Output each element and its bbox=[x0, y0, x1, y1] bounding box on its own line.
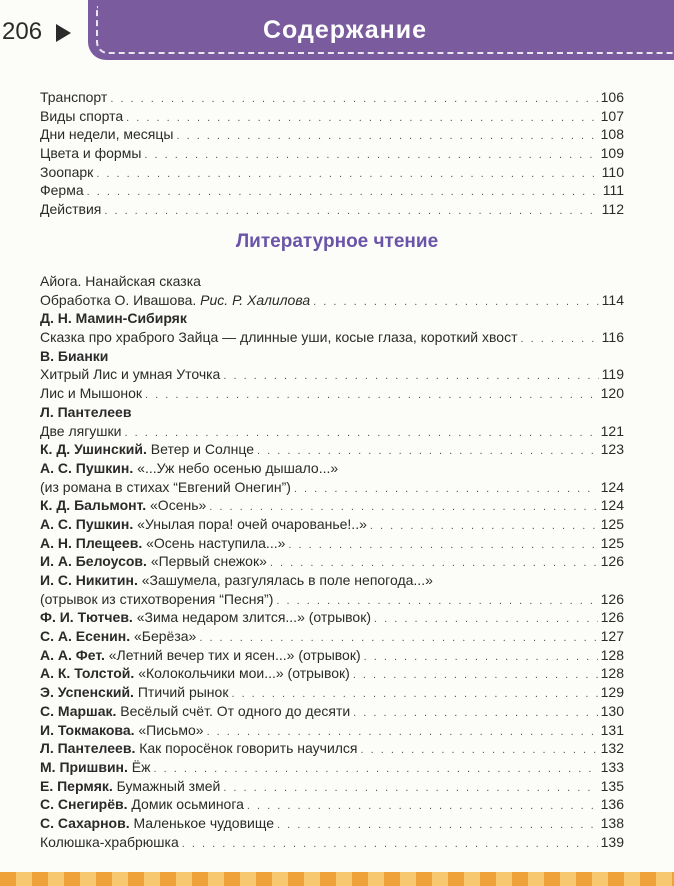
toc-entry bbox=[40, 534, 624, 553]
toc-entry bbox=[40, 272, 624, 291]
toc-entry bbox=[40, 347, 624, 366]
toc-leader-dots bbox=[87, 183, 600, 202]
toc-entry-page: 138 bbox=[600, 814, 624, 831]
toc-entry-author: А. С. Пушкин. bbox=[40, 459, 134, 476]
toc-entry-text bbox=[40, 590, 273, 609]
toc-entry-title: «Зима недаром злится...» (отрывок) bbox=[132, 609, 372, 626]
toc-entry-text bbox=[40, 365, 220, 384]
toc-entry bbox=[40, 777, 624, 796]
toc-entry-title: Сказка про храброго Зайца — длинные уши, косые глаза, короткий хвост bbox=[40, 329, 518, 346]
toc-entry-title: «Берёза» bbox=[130, 628, 197, 645]
toc-entry-text bbox=[40, 422, 121, 441]
toc-entry-author: И. Токмакова. bbox=[40, 721, 135, 738]
toc-entry-text bbox=[40, 758, 151, 777]
toc-entry-author: А. К. Толстой. bbox=[40, 665, 135, 682]
toc-entry-title: Домик осьминога bbox=[127, 796, 244, 813]
toc-entry-title: Транспорт bbox=[40, 89, 108, 105]
toc-entry-page: 124 bbox=[600, 478, 624, 495]
toc-entry-text bbox=[40, 272, 201, 291]
toc-leader-dots bbox=[126, 109, 597, 128]
toc-entry-text bbox=[40, 478, 291, 497]
toc-entry-author: А. С. Пушкин. bbox=[40, 515, 134, 532]
toc-entry-text bbox=[40, 534, 285, 553]
toc-entry-page: 108 bbox=[600, 126, 624, 143]
page-header bbox=[0, 0, 674, 60]
toc-entry bbox=[40, 422, 624, 441]
toc-entry-author: М. Пришвин. bbox=[40, 758, 128, 775]
toc-entry-author: К. Д. Бальмонт. bbox=[40, 497, 147, 514]
toc-entry-page: 135 bbox=[600, 777, 624, 794]
toc-entry bbox=[40, 721, 624, 740]
toc-entry-page: 131 bbox=[600, 721, 624, 738]
toc-entry-text bbox=[40, 496, 206, 515]
toc-entry-title: Виды спорта bbox=[40, 107, 124, 124]
toc-literature-list bbox=[40, 272, 624, 851]
toc-entry-title: Дни недели, месяцы bbox=[40, 126, 174, 143]
toc-entry-text bbox=[40, 702, 350, 721]
toc-leader-dots bbox=[374, 610, 598, 629]
toc-entry-page: 116 bbox=[601, 329, 624, 346]
toc-entry bbox=[40, 459, 624, 478]
toc-entry-title: Колюшка-храбрюшка bbox=[40, 833, 179, 850]
toc-entry bbox=[40, 758, 624, 777]
toc-entry bbox=[40, 664, 624, 683]
toc-entry-author: Д. Н. Мамин-Сибиряк bbox=[40, 310, 187, 327]
toc-entry-text bbox=[40, 552, 267, 571]
toc-entry bbox=[40, 683, 624, 702]
toc-entry-text bbox=[40, 347, 108, 366]
toc-entry-text bbox=[40, 309, 187, 328]
toc-entry-page: 124 bbox=[600, 497, 624, 514]
toc-entry-title: Зоопарк bbox=[40, 163, 94, 180]
toc-entry-text bbox=[40, 144, 141, 163]
toc-entry-text bbox=[40, 459, 338, 478]
toc-entry bbox=[40, 309, 624, 328]
toc-entry-text bbox=[40, 795, 244, 814]
toc-entry bbox=[40, 403, 624, 422]
toc-entry-text bbox=[40, 814, 274, 833]
toc-entry-text bbox=[40, 107, 123, 126]
toc-entry-author: Ф. И. Тютчев. bbox=[40, 609, 133, 626]
toc-entry-title: Весёлый счёт. От одного до десяти bbox=[116, 702, 351, 719]
toc-entry bbox=[40, 384, 624, 403]
toc-entry-page: 127 bbox=[600, 628, 624, 645]
toc-entry-page: 128 bbox=[600, 665, 624, 682]
toc-entry-page: 109 bbox=[600, 145, 624, 162]
toc-entry-page: 106 bbox=[600, 89, 624, 105]
toc-entry-text bbox=[40, 721, 204, 740]
toc-leader-dots bbox=[144, 146, 597, 165]
toc-entry-title: «Осень наступила...» bbox=[142, 534, 286, 551]
toc-entry-author: Е. Пермяк. bbox=[40, 777, 113, 794]
toc-leader-dots bbox=[176, 127, 597, 146]
toc-entry-page: 125 bbox=[600, 515, 624, 532]
toc-entry-author: С. Снегирёв. bbox=[40, 796, 128, 813]
toc-leader-dots bbox=[361, 741, 598, 760]
toc-entry-page: 125 bbox=[600, 534, 624, 551]
toc-entry bbox=[40, 144, 624, 163]
toc-entry-page: 129 bbox=[600, 684, 624, 701]
toc-leader-dots bbox=[96, 165, 598, 184]
toc-entry-title: (отрывок из стихотворения “Песня”) bbox=[40, 590, 274, 607]
toc-entry-page: 132 bbox=[600, 740, 624, 757]
page-title: Содержание bbox=[262, 16, 428, 44]
toc-entry-title: Ферма bbox=[40, 182, 84, 199]
section-title: Литературное чтение bbox=[235, 231, 439, 252]
toc-entry bbox=[40, 515, 624, 534]
toc-entry bbox=[40, 163, 624, 182]
toc-entry-title: Как поросёнок говорить научился bbox=[135, 740, 358, 757]
toc-entry-text bbox=[40, 125, 173, 144]
toc-entry-title: Бумажный змей bbox=[112, 777, 221, 794]
toc-entry-illustrator: Рис. Р. Халилова bbox=[200, 291, 311, 308]
toc-entry bbox=[40, 496, 624, 515]
toc-entry-text bbox=[40, 181, 84, 200]
toc-entry-text bbox=[40, 664, 350, 683]
toc-entry-page: 114 bbox=[601, 291, 624, 308]
toc-leader-dots bbox=[364, 648, 598, 667]
toc-entry-text bbox=[40, 515, 367, 534]
toc-entry-text bbox=[40, 328, 517, 347]
toc-entry-text bbox=[40, 833, 179, 852]
toc-entry-text bbox=[40, 608, 371, 627]
toc-entry bbox=[40, 795, 624, 814]
toc-leader-dots bbox=[277, 816, 598, 835]
toc-entry bbox=[40, 646, 624, 665]
toc-entry-page: 130 bbox=[600, 702, 624, 719]
toc-entry-title: «Письмо» bbox=[134, 721, 204, 738]
toc-entry-text bbox=[40, 200, 101, 219]
toc-leader-dots bbox=[370, 517, 598, 536]
toc-entry-title: Ёж bbox=[127, 758, 151, 775]
toc-entry-text bbox=[40, 384, 142, 403]
toc-entry-page: 128 bbox=[600, 646, 624, 663]
toc-entry-title: «Осень» bbox=[146, 497, 207, 514]
toc-entry-title: Лис и Мышонок bbox=[40, 385, 142, 402]
toc-entry-text bbox=[40, 571, 433, 590]
toc-entry-title: «Зашумела, разгулялась в поле непогода...» bbox=[137, 572, 433, 588]
toc-entry bbox=[40, 702, 624, 721]
toc-leader-dots bbox=[313, 293, 599, 312]
toc-entry-page: 111 bbox=[602, 182, 624, 199]
toc-entry-text bbox=[40, 646, 361, 665]
toc-leader-dots bbox=[294, 480, 598, 499]
toc-leader-dots bbox=[288, 536, 597, 555]
toc-entry-page: 126 bbox=[600, 553, 624, 570]
toc-entry-page: 133 bbox=[600, 758, 624, 775]
toc-entry-title: Две лягушки bbox=[40, 422, 122, 439]
toc-entry-author: Л. Пантелеев bbox=[40, 403, 132, 420]
toc-entry-author: А. Н. Плещеев. bbox=[40, 534, 143, 551]
toc-leader-dots bbox=[353, 666, 598, 685]
toc-entry-title: Действия bbox=[40, 201, 102, 218]
toc-entry-author: С. А. Есенин. bbox=[40, 628, 131, 645]
toc-entry bbox=[40, 291, 624, 310]
toc-entry bbox=[40, 571, 624, 590]
toc-entry bbox=[40, 833, 624, 852]
toc-entry bbox=[40, 200, 624, 219]
toc-entry bbox=[40, 88, 624, 107]
toc-entry-title: «Унылая пора! очей очарованье!..» bbox=[133, 515, 367, 532]
title-banner bbox=[88, 0, 674, 60]
toc-leader-dots bbox=[182, 835, 598, 854]
page-number: 206 bbox=[2, 18, 43, 45]
toc-entry-page: 107 bbox=[600, 107, 624, 124]
toc-entry bbox=[40, 814, 624, 833]
toc-leader-dots bbox=[223, 779, 597, 798]
toc-entry bbox=[40, 365, 624, 384]
toc-entry-title: Айога. Нанайская сказка bbox=[40, 273, 201, 289]
toc-entry-author: И. А. Белоусов. bbox=[40, 553, 147, 570]
toc-entry-title: «Колокольчики мои...» (отрывок) bbox=[134, 665, 350, 682]
toc-entry-page: 123 bbox=[600, 441, 624, 458]
toc-entry-author: К. Д. Ушинский. bbox=[40, 441, 147, 458]
toc-entry-title: (из романа в стихах “Евгений Онегин”) bbox=[40, 478, 291, 495]
toc-entry-title: Маленькое чудовище bbox=[129, 814, 275, 831]
toc-entry-text bbox=[40, 403, 131, 422]
toc-entry bbox=[40, 590, 624, 609]
toc-top-list bbox=[40, 88, 624, 219]
toc-leader-dots bbox=[104, 202, 598, 221]
toc-entry-title: Ветер и Солнце bbox=[146, 441, 255, 458]
toc-entry bbox=[40, 328, 624, 347]
toc-entry-title: «Летний вечер тих и ясен...» (отрывок) bbox=[104, 646, 361, 663]
toc-leader-dots bbox=[223, 367, 598, 386]
toc-leader-dots bbox=[520, 330, 598, 349]
toc-entry-text bbox=[40, 291, 310, 310]
toc-entry-author: Э. Успенский. bbox=[40, 684, 134, 701]
toc-entry-text bbox=[40, 627, 196, 646]
toc-entry-title: «Первый снежок» bbox=[146, 553, 267, 570]
toc-entry-text bbox=[40, 163, 93, 182]
toc-leader-dots bbox=[247, 797, 598, 816]
toc-leader-dots bbox=[110, 90, 597, 109]
toc-entry-title: Цвета и формы bbox=[40, 145, 142, 162]
toc-entry-page: 110 bbox=[601, 163, 624, 180]
toc-entry-page: 119 bbox=[601, 366, 624, 383]
toc-entry-page: 139 bbox=[600, 833, 624, 850]
toc-entry bbox=[40, 107, 624, 126]
toc-entry-text bbox=[40, 777, 220, 796]
arrow-right-icon bbox=[56, 24, 71, 42]
toc-entry bbox=[40, 627, 624, 646]
toc-entry bbox=[40, 181, 624, 200]
toc-entry-page: 120 bbox=[600, 385, 624, 402]
toc-entry-text bbox=[40, 88, 107, 107]
toc-entry-author: А. А. Фет. bbox=[40, 646, 105, 663]
toc-entry-author: Л. Пантелеев. bbox=[40, 740, 136, 757]
toc-entry-text bbox=[40, 440, 254, 459]
toc-entry-author: С. Сахарнов. bbox=[40, 814, 130, 831]
toc-leader-dots bbox=[145, 386, 598, 405]
toc-entry-page: 126 bbox=[600, 609, 624, 626]
toc-entry bbox=[40, 739, 624, 758]
toc-entry-page: 112 bbox=[601, 201, 624, 218]
toc-entry bbox=[40, 552, 624, 571]
toc-entry-title: Хитрый Лис и умная Уточка bbox=[40, 366, 221, 383]
toc-entry-title: Обработка О. Ивашова. bbox=[40, 291, 201, 308]
toc-entry bbox=[40, 478, 624, 497]
toc-entry bbox=[40, 440, 624, 459]
toc-entry-author: И. С. Никитин. bbox=[40, 572, 138, 588]
toc-entry-page: 121 bbox=[600, 422, 624, 439]
toc-entry bbox=[40, 608, 624, 627]
toc-entry-page: 136 bbox=[600, 796, 624, 813]
toc-entry-title: «...Уж небо осенью дышало...» bbox=[133, 459, 339, 476]
toc-entry bbox=[40, 125, 624, 144]
toc-entry-author: В. Бианки bbox=[40, 347, 109, 364]
toc-entry-title: Птичий рынок bbox=[133, 684, 229, 701]
toc-entry-text bbox=[40, 739, 358, 758]
toc-entry-page: 126 bbox=[600, 590, 624, 607]
toc-entry-author: С. Маршак. bbox=[40, 702, 117, 719]
toc-entry-text bbox=[40, 683, 228, 702]
decorative-footer-stripe bbox=[0, 872, 674, 886]
toc-leader-dots bbox=[353, 704, 597, 723]
